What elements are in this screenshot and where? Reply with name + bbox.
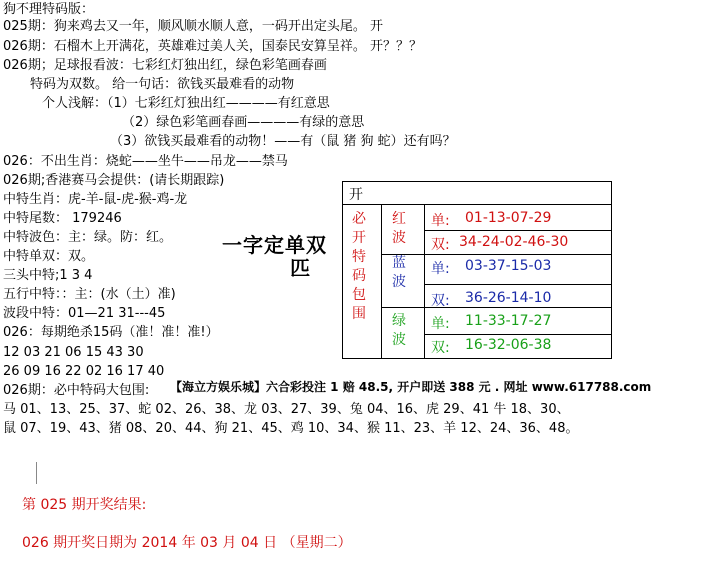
text-line: 026期：石榴木上开满花，英雄难过美人关，国泰民安算呈祥。 开？？？	[3, 39, 422, 54]
blue-single: 03-37-15-03	[465, 258, 552, 274]
text-cursor	[36, 462, 37, 484]
green-double-label: 双:	[431, 340, 450, 356]
table-header: 开	[349, 187, 363, 203]
text-line: 026期：必中特码大包围:	[3, 383, 150, 398]
result-heading: 第 025 期开奖结果:	[22, 497, 147, 513]
text-line: 鼠 07、19、43、猪 08、20、44、狗 21、45、鸡 10、34、猴 11、23、羊 12、24、36、48。	[3, 421, 579, 436]
group-label-blue: 蓝波	[392, 255, 406, 290]
group-label-green: 绿波	[392, 313, 406, 348]
blue-single-label: 单:	[431, 261, 450, 277]
text-line: 26 09 16 22 02 16 17 40	[3, 364, 165, 379]
text-line: 中特单双：双。	[3, 249, 95, 264]
red-double: 34-24-02-46-30	[459, 234, 569, 250]
text-line: 中特生肖：虎-羊-鼠-虎-猴-鸡-龙	[3, 192, 188, 207]
text-line: 025期：狗来鸡去又一年，顺风顺水顺人意，一码开出定头尾。 开	[3, 19, 383, 34]
text-line: （2）绿色彩笔画春画————有绿的意思	[122, 115, 365, 130]
red-single-label: 单:	[431, 213, 450, 229]
text-line: 三头中特;1 3 4	[3, 268, 93, 283]
doc-title: 狗不理特码版：	[3, 2, 95, 17]
text-line: 12 03 21 06 15 43 30	[3, 345, 144, 360]
text-line: 026期；足球报看波：七彩红灯独出红，绿色彩笔画春画	[3, 58, 327, 73]
text-line: （3）欲钱买最难看的动物！——有（鼠 猪 狗 蛇）还有吗？	[110, 134, 456, 149]
draw-date: 026 期开奖日期为 2014 年 03 月 04 日 （星期二）	[22, 535, 352, 551]
text-line: 026：每期绝杀15码（准！准！准!）	[3, 325, 219, 340]
blue-double: 36-26-14-10	[465, 290, 552, 306]
green-double: 16-32-06-38	[465, 337, 552, 353]
text-line: 026：不出生肖：烧蛇——坐牛——吊龙——禁马	[3, 154, 288, 169]
group-label-red: 红波	[392, 211, 406, 246]
green-single: 11-33-17-27	[465, 313, 552, 329]
text-line: 特码为双数。 给一句话：欲钱买最难看的动物	[30, 77, 295, 92]
text-line: 五行中特：：主：(水（土）准)	[3, 287, 176, 302]
red-double-label: 双:	[431, 237, 450, 253]
big-heading-2: 匹	[290, 256, 311, 280]
side-label: 必开特码包围	[352, 211, 366, 322]
ad-banner: 【海立方娱乐城】六合彩投注 1 赔 48.5, 开户即送 388 元 . 网址 www.617788.com	[170, 380, 652, 394]
text-line: 026期;香港赛马会提供：(请长期跟踪)	[3, 173, 225, 188]
text-line: 中特尾数： 179246	[3, 211, 122, 226]
text-line: 个人浅解：（1）七彩红灯独出红————有红意思	[42, 96, 330, 111]
prediction-table	[342, 181, 612, 359]
text-line: 波段中特：01—21 31---45	[3, 306, 166, 321]
text-line: 中特波色：主：绿。防：红。	[3, 230, 173, 245]
blue-double-label: 双:	[431, 293, 450, 309]
big-heading: 一字定单双	[222, 233, 327, 257]
text-line: 马 01、13、25、37、蛇 02、26、38、龙 03、27、39、兔 04、16、虎 29、41 牛 18、30、	[3, 402, 570, 417]
green-single-label: 单:	[431, 316, 450, 332]
red-single: 01-13-07-29	[465, 210, 552, 226]
